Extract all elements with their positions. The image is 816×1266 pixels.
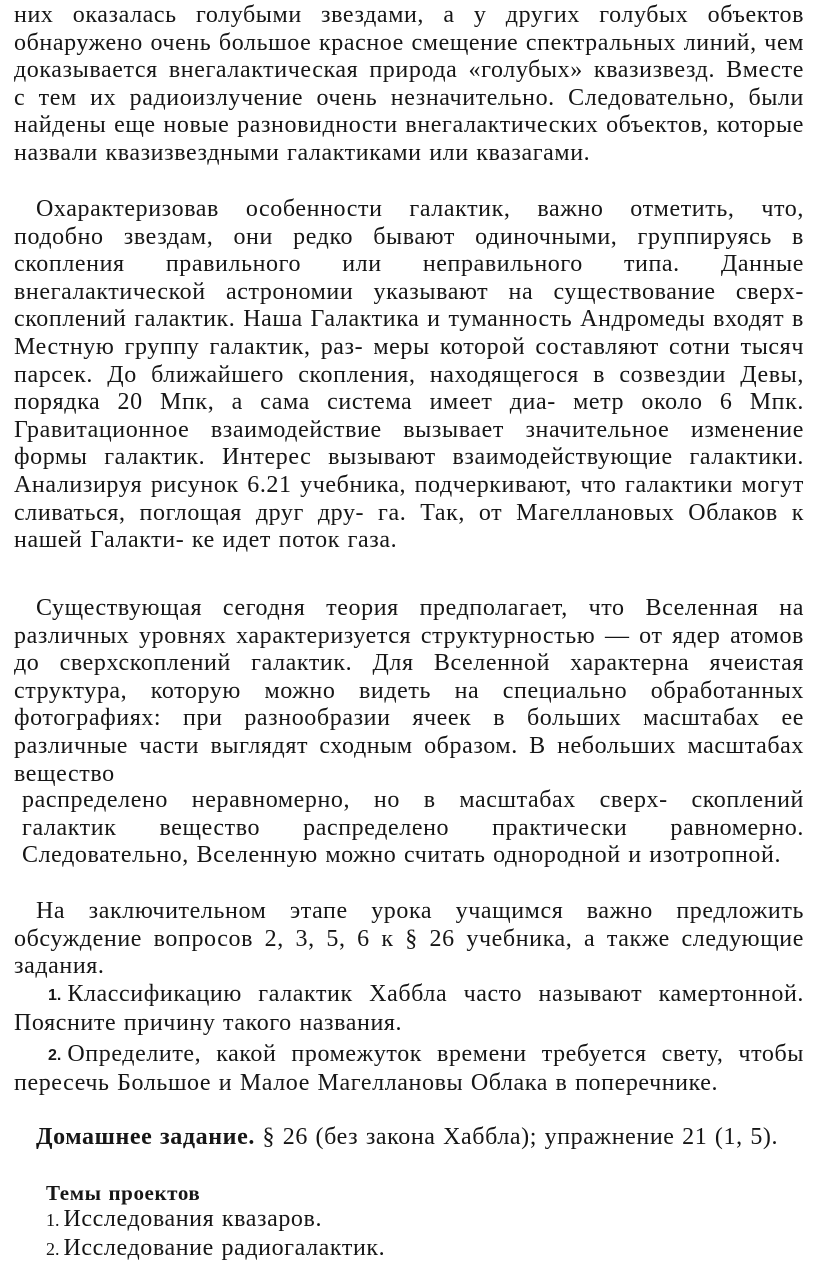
projects-title: Темы проектов <box>46 1181 201 1205</box>
homework <box>14 1124 804 1152</box>
paragraph-homogeneity: распределено неравномерно, но в масштабах сверх- скоплений галактик вещество распределено практически равномерно. Следовательно, Вселенную можно считать однородной и изотропной. <box>22 787 804 869</box>
paragraph-galaxy-clusters: Охарактеризовав особенности галактик, важно отметить, что, подобно звездам, они редко бывают одиночными, группируясь в скопления правильного или неправильного типа. Данные внегалактической астрономии указывают на существование сверх- скоплений галактик. Наша Галактика и туманность Андромеды входят в Местную группу галактик, раз- меры которой составляют сотни тысяч парсек. До ближайшего скопления, находящегося в созвездии Девы, порядка 20 Мпк, а сама система имеет диа- метр около 6 Мпк. Гравитационное взаимодействие вызывает значительное изменение формы галактик. Интерес вызывают взаимодействующие галактики. Анализируя рисунок 6.21 учебника, подчеркивают, что галактики могут сливаться, поглощая друг дру- га. Так, от Магеллановых Облаков к нашей Галакти- ке идет поток газа. <box>14 196 804 554</box>
paragraph-universe-structure: Существующая сегодня теория предполагает, что Вселенная на различных уровнях характеризуется структурностью — от ядер атомов до сверхскоплений галактик. Для Вселенной характерна ячеистая структура, которую можно видеть на специально обработанных фотографиях: при разнообразии ячеек в больших масштабах ее различные части выглядят сходным образом. В небольших масштабах вещество <box>14 595 804 787</box>
projects-section <box>46 1181 806 1263</box>
project-number: 2. <box>46 1238 60 1259</box>
task-number: 2. <box>48 1047 62 1064</box>
task-item <box>14 981 804 1037</box>
paragraph-quasars: них оказалась голубыми звездами, а у других голубых объектов обнаружено очень большое красное смещение спектральных линий, чем доказывается внегалактическая природа «голубых» квазизвезд. Вместе с тем их радиоизлучение очень незначительно. Следовательно, были найдены еще новые разновидности внегалактических объектов, которые назвали квазизвездными галактиками или квазагами. <box>14 2 804 166</box>
task-text: Определите, какой промежуток времени требуется свету, чтобы пересечь Большое и Малое Магеллановы Облака в поперечнике. <box>14 1041 804 1096</box>
task-text: Классификацию галактик Хаббла часто называют камертонной. Поясните причину такого названия. <box>14 981 804 1036</box>
task-item <box>14 1041 804 1097</box>
project-text: Исследования квазаров. <box>63 1206 323 1232</box>
homework-label: Домашнее задание. <box>36 1124 255 1150</box>
homework-text: § 26 (без закона Хаббла); упражнение 21 (1, 5). <box>254 1124 779 1150</box>
project-text: Исследование радиогалактик. <box>63 1234 386 1261</box>
project-number: 1. <box>46 1210 60 1230</box>
project-item <box>46 1235 806 1264</box>
paragraph-lesson-end: На заключительном этапе урока учащимся важно предложить обсуждение вопросов 2, 3, 5, 6 к § 26 учебника, а также следующие задания. <box>14 898 804 980</box>
task-number: 1. <box>48 987 62 1004</box>
project-item <box>46 1206 806 1235</box>
